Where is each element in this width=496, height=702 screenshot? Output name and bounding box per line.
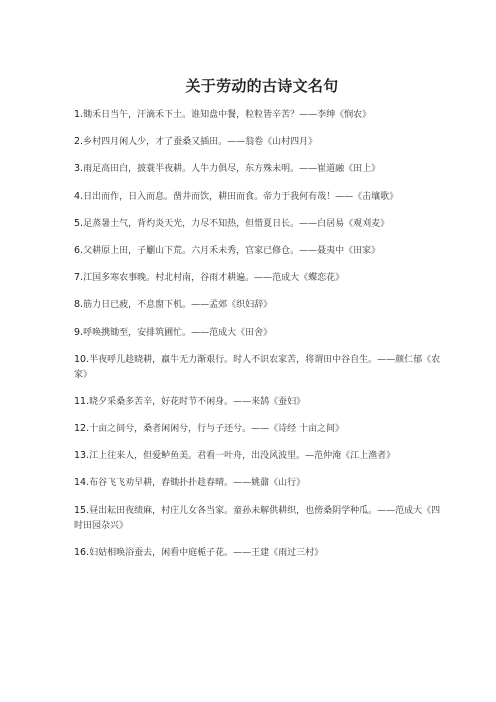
poem-list xyxy=(74,107,446,561)
poem-number: 4. xyxy=(74,190,84,202)
poem-item xyxy=(74,503,446,534)
poem-text: 半夜呼儿趁晓耕，羸牛无力渐艰行。时人不识农家苦，将谓田中谷自生。——颜仁郁《农家》 xyxy=(74,354,441,380)
poem-number: 8. xyxy=(74,299,84,311)
poem-text: 十亩之间兮，桑者闲闲兮，行与子还兮。——《诗经 十亩之间》 xyxy=(89,424,344,435)
poem-number: 5. xyxy=(74,217,84,229)
poem-number: 16. xyxy=(74,546,90,558)
poem-text: 布谷飞飞劝早耕，舂锄扑扑趁春晴。——姚鼐《山行》 xyxy=(89,478,306,489)
poem-number: 3. xyxy=(74,163,84,175)
poem-number: 10. xyxy=(74,353,90,365)
poem-text: 呼唤携锄至，安排筑圃忙。——范成大《田舍》 xyxy=(83,327,273,338)
poem-text: 筋力日已疲，不息窗下机。——孟郊《织妇辞》 xyxy=(83,300,273,311)
poem-text: 妇姑相唤浴蚕去，闲看中庭栀子花。——王建《雨过三村》 xyxy=(89,547,324,558)
document-title: 关于劳动的古诗文名句 xyxy=(185,77,339,95)
poem-number: 11. xyxy=(74,395,90,407)
poem-item xyxy=(74,270,446,286)
poem-text: 昼出耘田夜绩麻，村庄儿女各当家。童孙未解供耕织，也傍桑阴学种瓜。——范成大《四时田园杂兴》 xyxy=(74,505,441,531)
poem-number: 6. xyxy=(74,244,84,256)
poem-number: 12. xyxy=(74,423,90,435)
poem-text: 锄禾日当午，汗滴禾下土。谁知盘中餐，粒粒皆辛苦？——李绅《悯农》 xyxy=(83,110,372,120)
poem-number: 7. xyxy=(74,272,84,284)
poem-number: 13. xyxy=(74,450,90,462)
poem-item xyxy=(74,394,446,410)
poem-text: 父耕原上田，子劚山下荒。六月禾未秀，官家已修仓。——聂夷中《田家》 xyxy=(83,245,381,256)
poem-text: 江上往来人，但爱鲈鱼美。君看一叶舟，出没风波里。—范仲淹《江上渔者》 xyxy=(89,451,396,462)
poem-item xyxy=(74,297,446,313)
poem-item xyxy=(74,161,446,177)
poem-text: 江国多寒农事晚。村北村南，谷雨才耕遍。——范成大《蝶恋花》 xyxy=(83,273,345,284)
poem-text: 足蒸暑土气，背灼炎天光，力尽不知热，但惜夏日长。——白居易《观刈麦》 xyxy=(83,218,390,229)
poem-item xyxy=(74,545,446,561)
poem-item xyxy=(74,352,446,383)
poem-item xyxy=(74,216,446,232)
poem-number: 15. xyxy=(74,504,90,516)
poem-item xyxy=(74,243,446,259)
poem-text: 乡村四月闲人少，才了蚕桑又插田。——翁卷《山村四月》 xyxy=(83,137,318,148)
poem-item xyxy=(74,107,446,123)
poem-item xyxy=(74,421,446,437)
poem-number: 14. xyxy=(74,477,90,489)
poem-item xyxy=(74,189,446,205)
poem-text: 日出而作，日入而息。凿井而饮，耕田而食。帝力于我何有哉！——《击壤歌》 xyxy=(83,191,399,202)
poem-item xyxy=(74,134,446,150)
poem-number: 9. xyxy=(74,326,84,338)
poem-text: 雨足高田白，披蓑半夜耕。人牛力俱尽，东方殊未明。——崔道融《田上》 xyxy=(83,164,381,175)
poem-number: 1. xyxy=(74,109,84,120)
poem-item xyxy=(74,325,446,341)
poem-item xyxy=(74,448,446,464)
poem-number: 2. xyxy=(74,136,84,148)
poem-item xyxy=(74,475,446,491)
poem-text: 晓夕采桑多苦辛，好花时节不闲身。——来鹄《蚕妇》 xyxy=(89,396,306,407)
